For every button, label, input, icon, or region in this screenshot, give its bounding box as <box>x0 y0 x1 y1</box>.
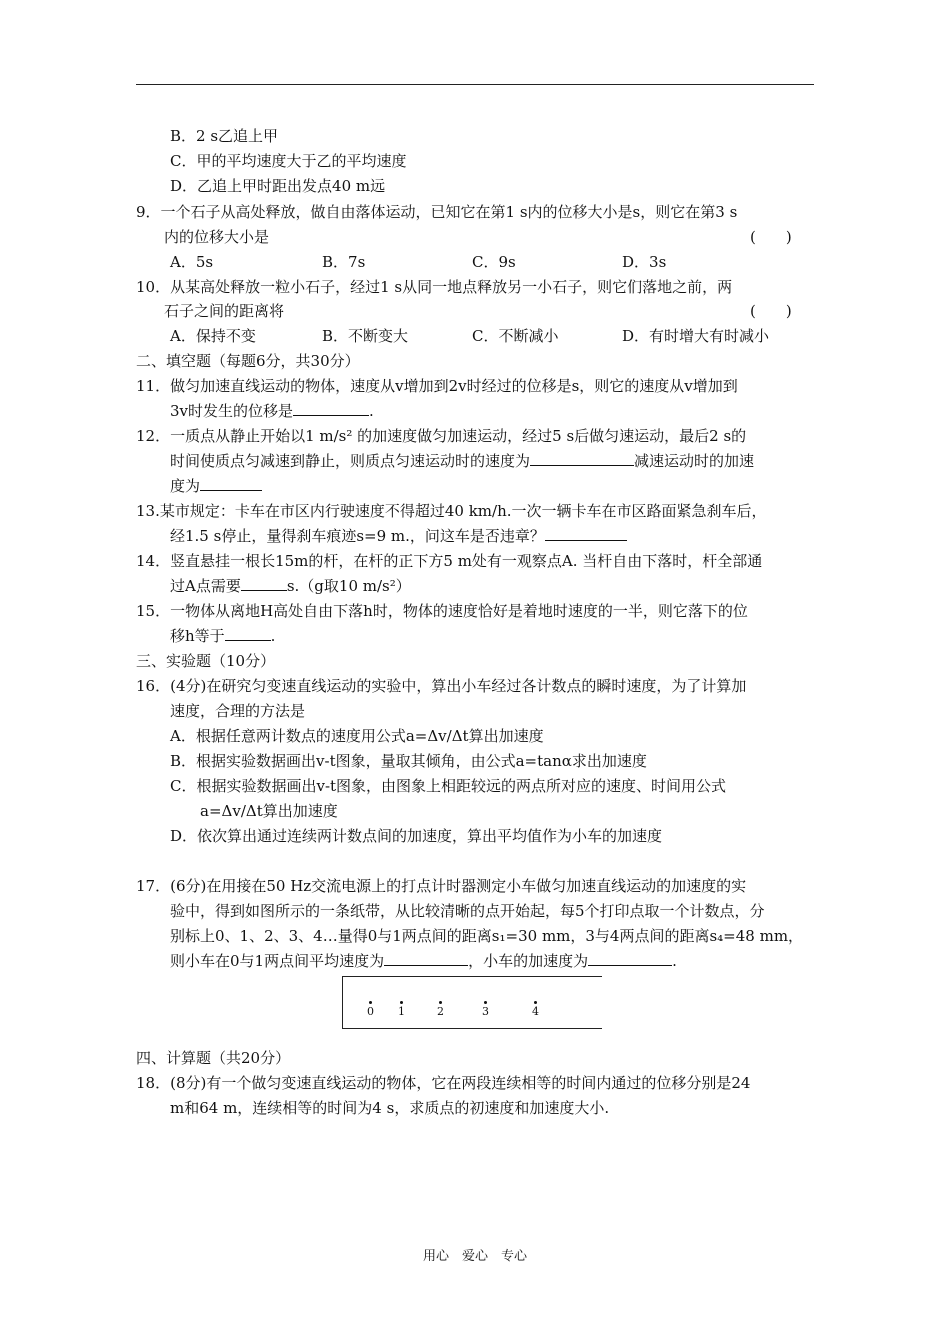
q17-velocity-blank[interactable] <box>384 951 468 966</box>
q10-answer-paren: ( ) <box>750 302 792 320</box>
q15-line2: 移h等于 . <box>170 627 276 645</box>
tape-top-edge <box>342 976 602 977</box>
q17-line3: 别标上0、1、2、3、4…量得0与1两点间的距离s₁=30 mm，3与4两点间的距离s₄=48 mm， <box>170 927 804 945</box>
page-footer: 用心 爱心 专心 <box>422 1249 527 1264</box>
section-3-heading: 三、实验题（10分） <box>136 652 276 670</box>
q9-option-d: D．3s <box>622 253 667 271</box>
q16-option-c-line1: C．根据实验数据画出v-t图象，由图象上相距较远的两点所对应的速度、时间用公式 <box>170 777 727 795</box>
q10-option-b: B．不断变大 <box>322 327 409 345</box>
q16-line1: 16．(4分)在研究匀变速直线运动的实验中，算出小车经过各计数点的瞬时速度，为了计算加 <box>136 677 747 695</box>
q13-line2: 经1.5 s停止，量得刹车痕迹s=9 m.，问这车是否违章？ <box>170 526 627 546</box>
q9-answer-paren: ( ) <box>750 228 792 246</box>
q8-option-b: B．2 s乙追上甲 <box>170 127 279 145</box>
q16-option-d: D．依次算出通过连续两计数点间的加速度，算出平均值作为小车的加速度 <box>170 827 663 845</box>
q17-line4: 则小车在0与1两点间平均速度为 ，小车的加速度为 . <box>170 952 677 970</box>
q16-option-c-line2: a=Δv/Δt算出加速度 <box>200 802 338 820</box>
q14-line2: 过A点需要 s.（g取10 m/s²） <box>170 577 411 595</box>
tape-label-3: 3 <box>482 1005 489 1018</box>
q10-option-d: D．有时增大有时减小 <box>622 327 770 345</box>
q16-option-b: B．根据实验数据画出v-t图象，量取其倾角，由公式a=tanα求出加速度 <box>170 752 647 770</box>
q13-answer-blank[interactable] <box>545 526 627 541</box>
tape-dot-1 <box>400 1001 403 1004</box>
section-2-heading: 二、填空题（每题6分，共30分） <box>136 352 360 370</box>
section-4-heading: 四、计算题（共20分） <box>136 1049 291 1067</box>
q8-option-d: D．乙追上甲时距出发点40 m远 <box>170 177 386 195</box>
tape-dot-0 <box>369 1001 372 1004</box>
q12-velocity-blank[interactable] <box>530 451 634 466</box>
tape-label-1: 1 <box>398 1005 405 1018</box>
q16-option-a: A．根据任意两计数点的速度用公式a=Δv/Δt算出加速度 <box>170 727 544 745</box>
q17-acceleration-blank[interactable] <box>588 951 672 966</box>
q9-option-c: C．9s <box>472 253 516 271</box>
tape-dot-4 <box>534 1001 537 1004</box>
q16-line2: 速度，合理的方法是 <box>170 702 306 720</box>
q11-line1: 11．做匀加速直线运动的物体，速度从v增加到2v时经过的位移是s，则它的速度从v增加到 <box>136 377 738 395</box>
q11-line2: 3v时发生的位移是 . <box>170 402 374 420</box>
q13-line1: 13.某市规定：卡车在市区内行驶速度不得超过40 km/h.一次一辆卡车在市区路面紧急刹车后， <box>136 502 767 520</box>
tape-dot-2 <box>439 1001 442 1004</box>
q18-line2: m和64 m，连续相等的时间为4 s，求质点的初速度和加速度大小. <box>170 1099 610 1117</box>
tape-label-2: 2 <box>437 1005 444 1018</box>
tape-dot-3 <box>484 1001 487 1004</box>
q17-line2: 验中，得到如图所示的一条纸带，从比较清晰的点开始起，每5个打印点取一个计数点，分 <box>170 902 765 920</box>
tape-bottom-edge <box>342 1028 602 1029</box>
q9-option-b: B．7s <box>322 253 366 271</box>
q15-answer-blank[interactable] <box>225 626 271 641</box>
q14-answer-blank[interactable] <box>241 576 287 591</box>
tape-label-4: 4 <box>532 1005 539 1018</box>
q17-line1: 17．(6分)在用接在50 Hz交流电源上的打点计时器测定小车做匀加速直线运动的加速度的实 <box>136 877 747 895</box>
q9-line1: 9．一个石子从高处释放，做自由落体运动，已知它在第1 s内的位移大小是s，则它在第3 s <box>136 203 738 221</box>
tape-label-0: 0 <box>367 1005 374 1018</box>
paper-tape-diagram <box>342 976 602 1028</box>
q11-answer-blank[interactable] <box>293 401 369 416</box>
q15-line1: 15．一物体从离地H高处自由下落h时，物体的速度恰好是着地时速度的一半，则它落下的位 <box>136 602 748 620</box>
q14-line1: 14．竖直悬挂一根长15m的杆，在杆的正下方5 m处有一观察点A. 当杆自由下落时，杆全部通 <box>136 552 763 570</box>
q9-line2: 内的位移大小是 <box>164 228 270 246</box>
q12-line3: 度为 <box>170 476 262 496</box>
q12-line2: 时间使质点匀减速到静止，则质点匀速运动时的速度为 减速运动时的加速 <box>170 452 755 470</box>
q10-line2: 石子之间的距离将 <box>164 302 285 320</box>
q9-option-a: A．5s <box>170 253 214 271</box>
q12-acceleration-blank[interactable] <box>200 476 262 491</box>
q10-line1: 10．从某高处释放一粒小石子，经过1 s从同一地点释放另一小石子，则它们落地之前，两 <box>136 278 733 296</box>
q12-line1: 12．一质点从静止开始以1 m/s² 的加速度做匀加速运动，经过5 s后做匀速运动，最后2 s的 <box>136 427 747 445</box>
q8-option-c: C．甲的平均速度大于乙的平均速度 <box>170 152 407 170</box>
tape-left-edge <box>342 976 343 1028</box>
q10-option-a: A．保持不变 <box>170 327 256 345</box>
q18-line1: 18．(8分)有一个做匀变速直线运动的物体，它在两段连续相等的时间内通过的位移分别是24 <box>136 1074 751 1092</box>
q10-option-c: C．不断减小 <box>472 327 559 345</box>
header-rule <box>136 84 814 85</box>
